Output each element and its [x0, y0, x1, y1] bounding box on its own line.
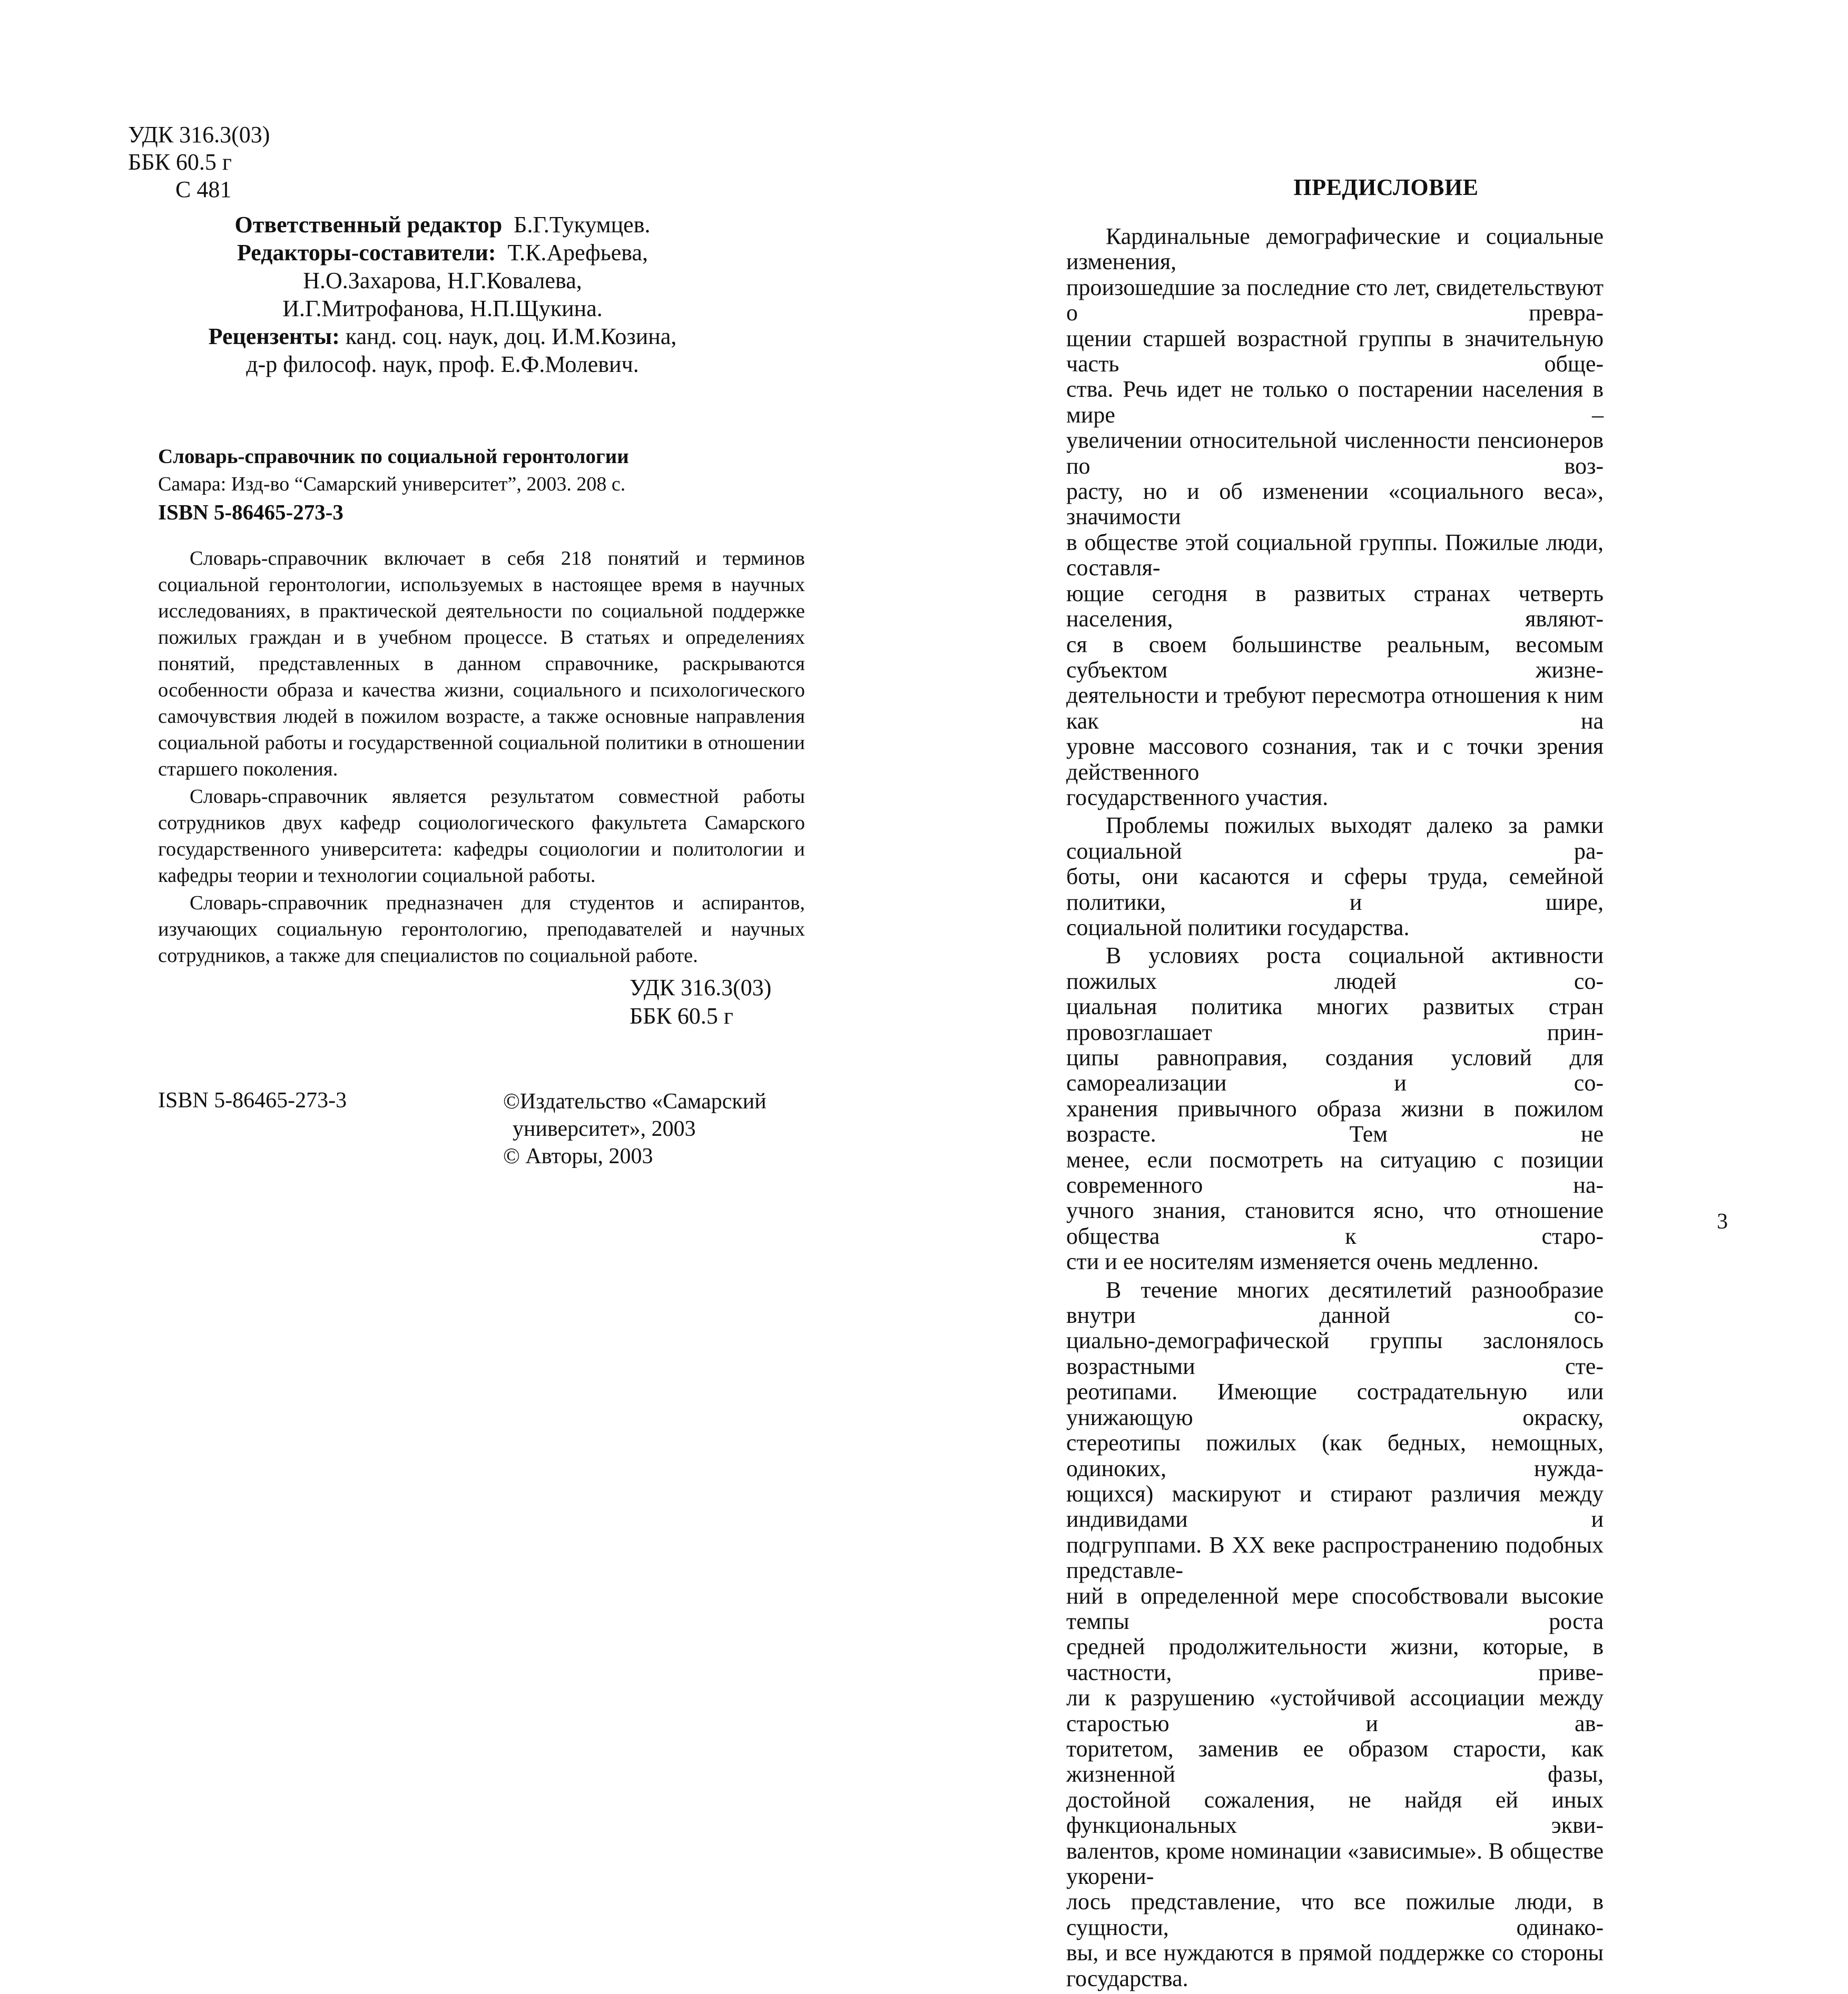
editor-line	[158, 211, 727, 239]
editor-label: Ответственный редактор	[234, 212, 503, 238]
preface-line: торитетом, заменив ее образом старости, как жизненной фазы,	[1066, 1735, 1604, 1787]
reviewers-names-1: канд. соц. наук, доц. И.М.Козина,	[345, 323, 677, 349]
udk-code-bottom: УДК 316.3(03)	[630, 975, 772, 1000]
book-imprint: Самара: Изд-во “Самарский университет”, 2003. 208 с.	[158, 473, 626, 495]
preface-line: Проблемы пожилых выходят далеко за рамки социальной ра-	[1066, 812, 1604, 864]
preface-line: ли к разрушению «устойчивой ассоциации между старостью и ав-	[1066, 1685, 1604, 1736]
preface-line: сти и ее носителям изменяется очень медленно.	[1066, 1249, 1539, 1275]
preface-line: менее, если посмотреть на ситуацию с позиции современного на-	[1066, 1146, 1604, 1199]
bbk-code-bottom: ББК 60.5 г	[630, 1003, 733, 1029]
preface-line: вы, и все нуждаются в прямой поддержке со стороны государства.	[1066, 1940, 1604, 1991]
credits-block	[158, 211, 727, 378]
abstract-paragraph: Словарь-справочник является результатом совместной работы сотрудников двух кафедр социологического факультета Самарского государственного университета: кафедры социологии и политологии и кафедры теории и технологии социальной работы.	[158, 785, 805, 887]
editor-name: Б.Г.Тукумцев.	[514, 212, 651, 238]
reviewers-names-2: д-р философ. наук, проф. Е.Ф.Молевич.	[246, 351, 639, 377]
preface-line: в обществе этой социальной группы. Пожилые люди, составля-	[1066, 529, 1604, 581]
copyright-block	[503, 1088, 766, 1170]
preface-line: реотипами. Имеющие сострадательную или унижающую окраску,	[1066, 1379, 1604, 1430]
preface-line: государственного участия.	[1066, 784, 1329, 810]
bibliographic-record	[158, 443, 629, 526]
left-page	[0, 0, 924, 1306]
preface-line: циально-демографической группы заслонялось возрастными сте-	[1066, 1328, 1604, 1379]
preface-paragraph	[1066, 1278, 1604, 1991]
preface-line: хранения привычного образа жизни в пожилом возрасте. Тем не	[1066, 1095, 1604, 1147]
preface-line: социальной политики государства.	[1066, 914, 1410, 940]
page-number: 3	[1717, 1210, 1728, 1234]
preface-line: В условиях роста социальной активности пожилых людей со-	[1066, 942, 1604, 994]
preface-line: расту, но и об изменении «социального веса», значимости	[1066, 478, 1604, 530]
preface-paragraph	[1066, 224, 1604, 810]
book-isbn: ISBN 5-86465-273-3	[158, 500, 343, 524]
copyright-authors: © Авторы, 2003	[503, 1144, 653, 1168]
reviewers-label: Рецензенты:	[208, 323, 340, 349]
classification-block-bottom	[630, 974, 771, 1030]
abstract-paragraph: Словарь-справочник предназначен для студентов и аспирантов, изучающих социальную геронтологию, преподавателей и научных сотрудников, а также для специалистов по социальной работе.	[158, 892, 805, 967]
preface-line: боты, они касаются и сферы труда, семейной политики, и шире,	[1066, 863, 1604, 915]
compilers-names-1: Т.К.Арефьева,	[507, 240, 648, 266]
preface-line: валентов, кроме номинации «зависимые». В обществе укорени-	[1066, 1838, 1604, 1889]
preface-line: деятельности и требуют пересмотра отношения к ним как на	[1066, 682, 1604, 734]
preface-line: произошедшие за последние сто лет, свидетельствуют о превра-	[1066, 274, 1604, 326]
preface-line: уровне массового сознания, так и с точки зрения действенного	[1066, 733, 1604, 785]
bbk-code: ББК 60.5 г	[128, 149, 232, 175]
preface-line: Кардинальные демографические и социальные изменения,	[1066, 223, 1604, 275]
classification-block	[128, 121, 270, 203]
preface-line: подгруппами. В ХХ веке распространению подобных представле-	[1066, 1531, 1604, 1584]
compilers-names-2: Н.О.Захарова, Н.Г.Ковалева,	[303, 268, 582, 293]
abstract-paragraph: Словарь-справочник включает в себя 218 понятий и терминов социальной геронтологии, используемых в настоящее время в научных исследованиях, в практической деятельности по социальной поддержке пожилых граждан и в учебном процессе. В статьях и определениях понятий, представленных в данном справочнике, раскрываются особенности образа и качества жизни, социального и психологического самочувствия людей в пожилом возрасте, а также основные направления социальной работы и государственной социальной политики в отношении старшего поколения.	[158, 547, 805, 780]
preface-line: ципы равноправия, создания условий для самореализации и со-	[1066, 1045, 1604, 1096]
preface-line: увеличении относительной численности пенсионеров по воз-	[1066, 427, 1604, 479]
preface-line: учного знания, становится ясно, что отношение общества к старо-	[1066, 1197, 1604, 1249]
copyright-publisher-year: университет», 2003	[513, 1117, 696, 1141]
preface-line: В течение многих десятилетий разнообразие внутри данной со-	[1066, 1276, 1604, 1329]
preface-line: ся в своем большинстве реальным, весомым субъектом жизне-	[1066, 631, 1604, 683]
preface-line: средней продолжительности жизни, которые, в частности, приве-	[1066, 1634, 1604, 1685]
book-title: Словарь-справочник по социальной геронтологии	[158, 445, 629, 468]
isbn-bottom: ISBN 5-86465-273-3	[158, 1088, 347, 1113]
copyright-publisher: ©Издательство «Самарский	[503, 1089, 766, 1114]
compilers-label: Редакторы-составители:	[237, 240, 496, 266]
preface-line: ства. Речь идет не только о постарении населения в мире –	[1066, 376, 1604, 428]
compilers-line	[158, 239, 727, 267]
preface-line: лось представление, что все пожилые люди, в сущности, одинако-	[1066, 1889, 1604, 1940]
preface-line: ющихся) маскируют и стирают различия между индивидами и	[1066, 1480, 1604, 1533]
compilers-names-3: И.Г.Митрофанова, Н.П.Щукина.	[282, 296, 603, 321]
right-page	[924, 0, 1848, 1991]
udk-code: УДК 316.3(03)	[128, 122, 270, 148]
author-mark: С 481	[175, 176, 232, 202]
preface-line: щении старшей возрастной группы в значительную часть обще-	[1066, 325, 1604, 377]
preface-paragraph	[1066, 813, 1604, 940]
reviewers-line	[158, 322, 727, 350]
preface-line: ний в определенной мере способствовали высокие темпы роста	[1066, 1583, 1604, 1634]
preface-line: ющие сегодня в развитых странах четверть населения, являют-	[1066, 580, 1604, 632]
preface-line: циальная политика многих развитых стран провозглашает прин-	[1066, 994, 1604, 1045]
preface-paragraph	[1066, 943, 1604, 1274]
preface-line: достойной сожаления, не найдя ей иных функциональных экви-	[1066, 1786, 1604, 1839]
preface-text	[1066, 224, 1604, 1994]
abstract	[158, 545, 805, 970]
preface-title: ПРЕДИСЛОВИЕ	[1293, 174, 1479, 200]
preface-line: стереотипы пожилых (как бедных, немощных, одиноких, нужда-	[1066, 1430, 1604, 1481]
